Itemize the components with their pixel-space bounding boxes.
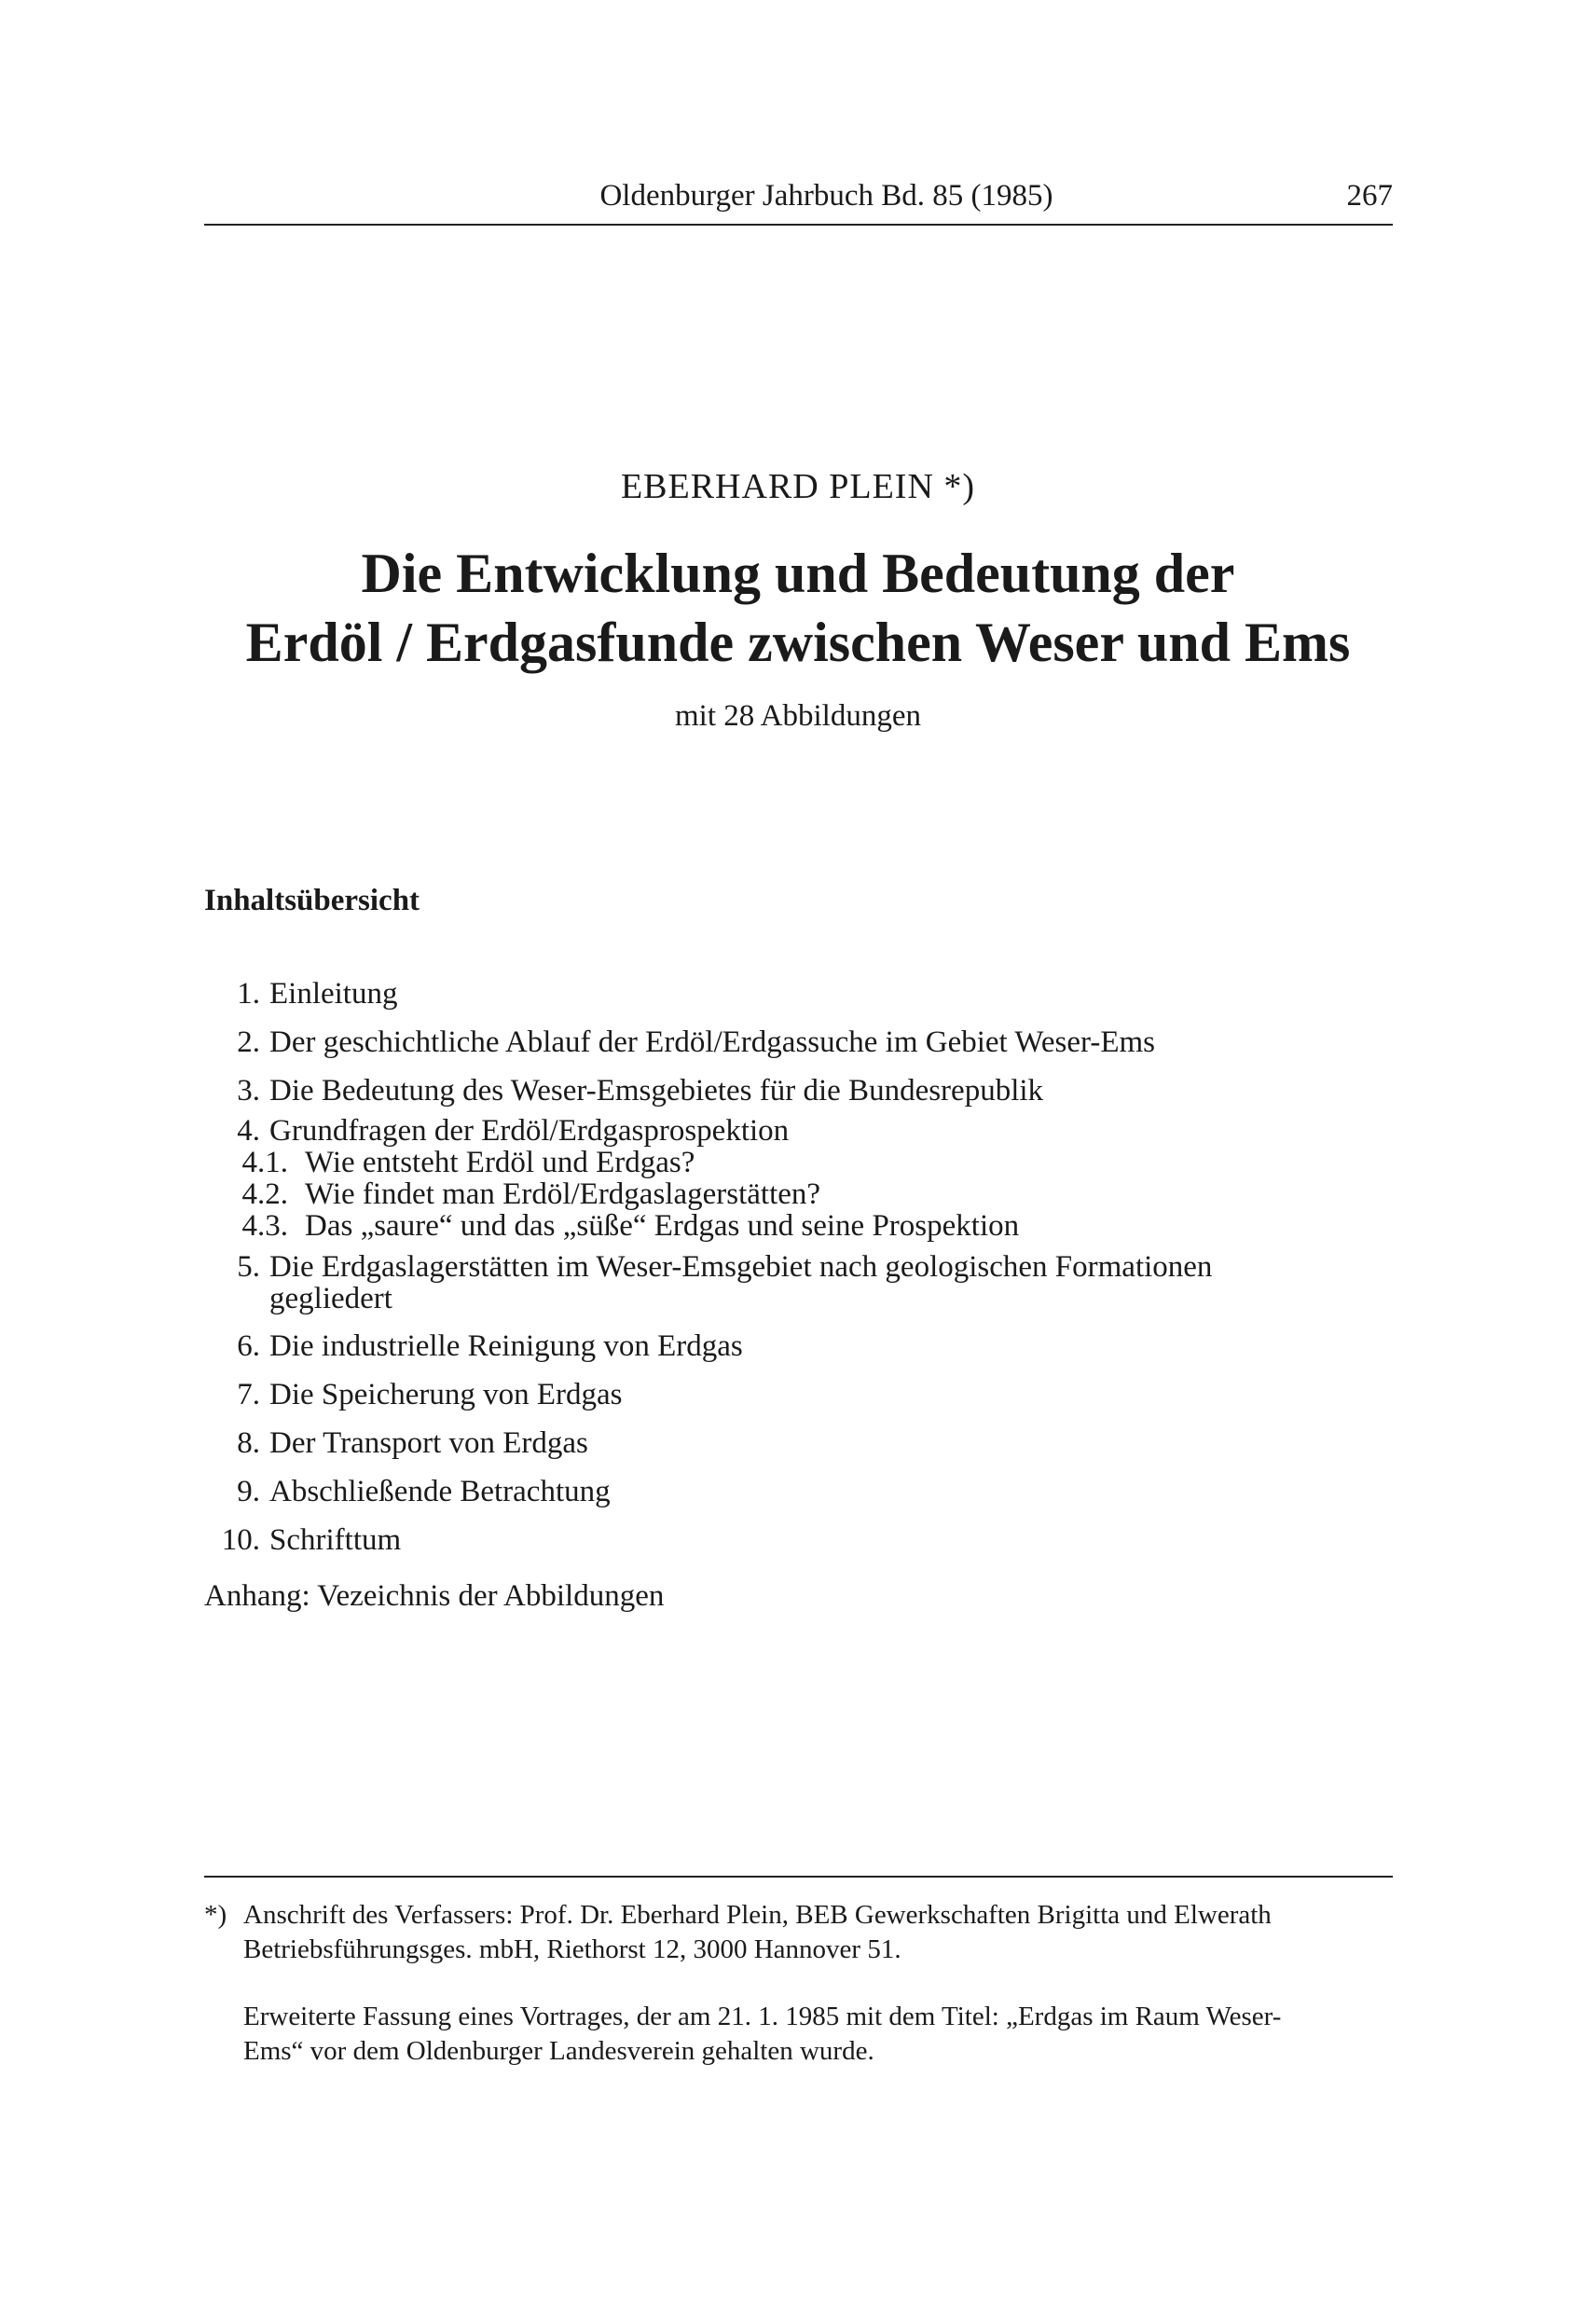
toc-item — [204, 1370, 1416, 1419]
footnote-address — [204, 1898, 1393, 1967]
toc-item-text: Grundfragen der Erdöl/Erdgasprospektion — [269, 1114, 790, 1148]
toc-subitem-number: 4.1. — [241, 1146, 288, 1179]
article-title — [0, 539, 1596, 677]
footnote — [204, 1898, 1393, 2069]
toc-item — [204, 1467, 1416, 1516]
toc-item-text: Einleitung — [269, 977, 398, 1011]
toc-appendix: Anhang: Vezeichnis der Abbildungen — [204, 1579, 665, 1613]
title-line-1: Die Entwicklung und Bedeutung der — [361, 543, 1235, 604]
toc-item — [204, 1419, 1416, 1467]
title-line-2: Erdöl / Erdgasfunde zwischen Weser und Ems — [245, 612, 1351, 673]
journal-title: Oldenburger Jahrbuch Bd. 85 (1985) — [599, 179, 1053, 213]
footnote-note-line-2: Ems“ vor dem Oldenburger Landesverein gehalten wurde. — [243, 2036, 874, 2066]
article-subtitle: mit 28 Abbildungen — [675, 699, 921, 733]
toc-item-number: 6. — [237, 1329, 260, 1363]
toc-item-text: Die Bedeutung des Weser-Emsgebietes für die Bundesrepublik — [269, 1074, 1044, 1108]
footnote-mark: *) — [204, 1900, 227, 1930]
toc-item — [204, 1516, 1416, 1564]
header-rule — [204, 224, 1393, 226]
toc-item-number: 5. — [237, 1250, 260, 1284]
footnote-address-line-2: Betriebsführungsges. mbH, Riethorst 12, 3000 Hannover 51. — [243, 1934, 901, 1964]
toc-item — [204, 1322, 1416, 1370]
toc-item-text-line-2: gegliedert — [269, 1282, 392, 1315]
footnote-note — [204, 2000, 1393, 2069]
footnote-rule — [204, 1876, 1393, 1878]
author-name: EBERHARD PLEIN *) — [620, 467, 976, 506]
toc-heading: Inhaltsübersicht — [204, 884, 420, 917]
toc-item-text-line-1: Die Erdgaslagerstätten im Weser-Emsgebiet nach geologischen Formationen — [269, 1250, 1213, 1284]
toc-item-number: 4. — [237, 1114, 260, 1148]
toc-item — [204, 1251, 1416, 1322]
toc-item-text: Die Speicherung von Erdgas — [269, 1378, 623, 1411]
footnote-address-text — [243, 1898, 1393, 1967]
toc-item-number: 3. — [237, 1074, 260, 1108]
toc-item-text: Abschließende Betrachtung — [269, 1475, 611, 1508]
toc-item-number: 10. — [221, 1523, 260, 1557]
toc-subitem-text: Das „saure“ und das „süße“ Erdgas und seine Prospektion — [305, 1209, 1020, 1243]
toc-item-text — [260, 1251, 1416, 1314]
toc-item-number: 8. — [237, 1426, 260, 1460]
toc-item — [204, 1018, 1416, 1067]
toc-item-number: 2. — [237, 1025, 260, 1059]
toc-subitem-text: Wie entsteht Erdöl und Erdgas? — [305, 1146, 695, 1179]
toc-item — [204, 970, 1416, 1018]
footnote-note-line-1: Erweiterte Fassung eines Vortrages, der am 21. 1. 1985 mit dem Titel: „Erdgas im Raum Weser- — [243, 2002, 1282, 2031]
toc-subitem — [204, 1147, 1416, 1178]
toc-item-text: Der geschichtliche Ablauf der Erdöl/Erdgassuche im Gebiet Weser-Ems — [269, 1025, 1156, 1059]
page-number: 267 — [1346, 179, 1393, 213]
toc-item-number: 1. — [237, 977, 260, 1011]
toc-item — [204, 1115, 1416, 1147]
toc-item-number: 7. — [237, 1378, 260, 1411]
toc-item-text: Schrifttum — [269, 1523, 402, 1557]
toc-item-number: 9. — [237, 1475, 260, 1508]
toc-subitem — [204, 1210, 1416, 1251]
table-of-contents — [204, 970, 1416, 1620]
toc-subitem-number: 4.3. — [241, 1209, 288, 1243]
toc-subitem-number: 4.2. — [241, 1177, 288, 1211]
toc-item-text: Der Transport von Erdgas — [269, 1426, 588, 1460]
toc-subitem — [204, 1178, 1416, 1210]
toc-item — [204, 1067, 1416, 1115]
running-header — [204, 168, 1393, 224]
toc-item-text: Die industrielle Reinigung von Erdgas — [269, 1329, 743, 1363]
toc-subitem-text: Wie findet man Erdöl/Erdgaslagerstätten? — [305, 1177, 821, 1211]
footnote-address-line-1: Anschrift des Verfassers: Prof. Dr. Eberhard Plein, BEB Gewerkschaften Brigitta und Elwerath — [243, 1900, 1272, 1930]
